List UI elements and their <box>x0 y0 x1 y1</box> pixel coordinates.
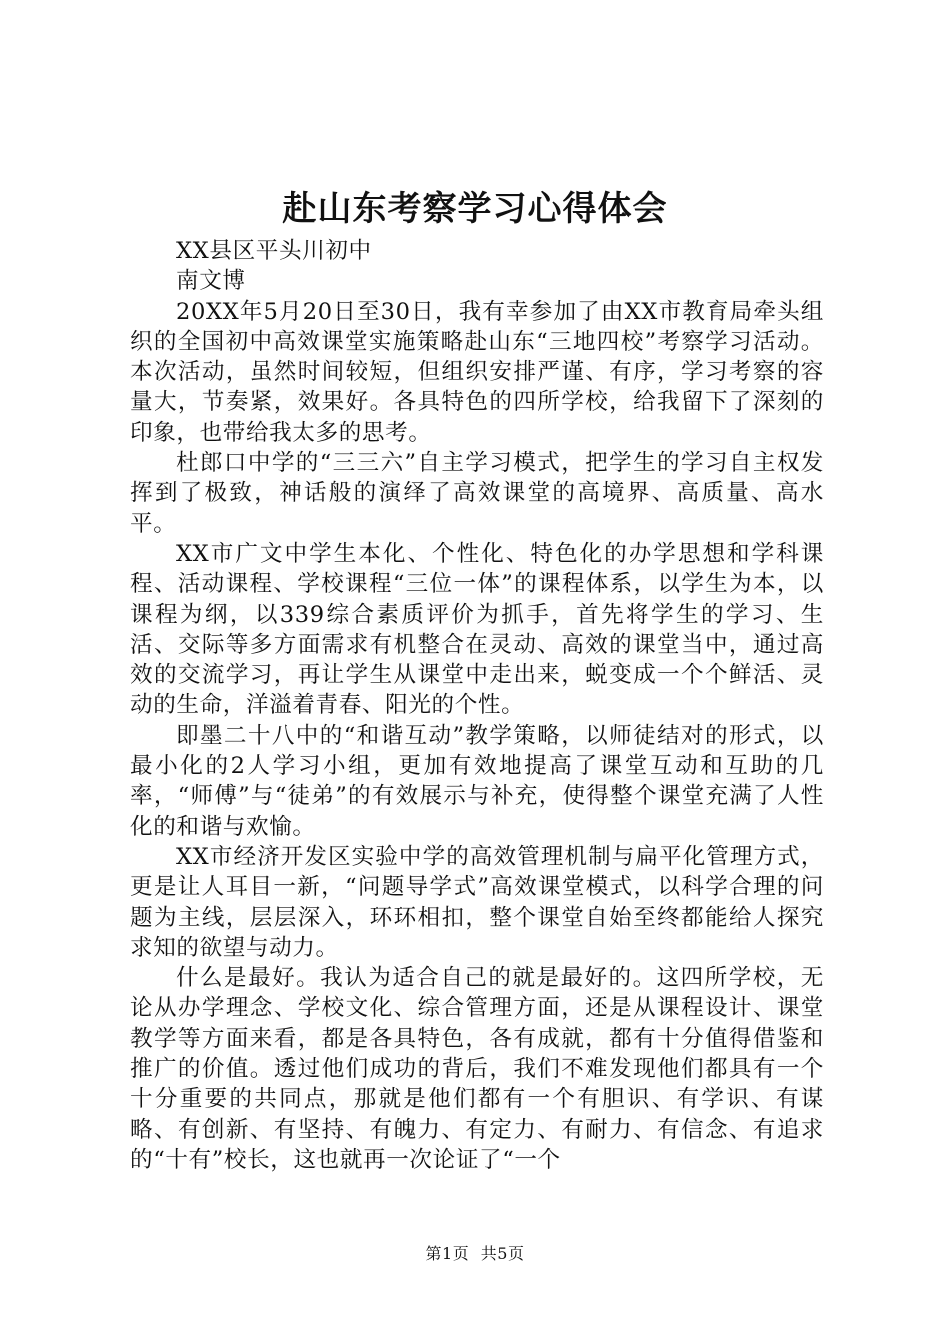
paragraph: 即墨二十八中的“和谐互动”教学策略，以师徒结对的形式，以最小化的2人学习小组，更加有效地提高了课堂互动和互助的几率，“师傅”与“徒弟”的有效展示与补充，使得整个课堂充满了人性化的和谐与欢愉。 <box>130 722 824 840</box>
page-number: 第1页 <box>425 1244 470 1263</box>
paragraph: 20XX年5月20日至30日，我有幸参加了由XX市教育局牵头组织的全国初中高效课堂实施策略赴山东“三地四校”考察学习活动。本次活动，虽然时间较短，但组织安排严谨、有序，学习考察的容量大，节奏紧，效果好。各具特色的四所学校，给我留下了深刻的印象，也带给我太多的思考。 <box>130 298 824 446</box>
school-name: XX县区平头川初中 <box>176 238 372 264</box>
document-title: 赴山东考察学习心得体会 <box>282 189 668 229</box>
page-footer <box>0 1243 950 1265</box>
paragraph: XX市广文中学生本化、个性化、特色化的办学思想和学科课程、活动课程、学校课程“三位一体”的课程体系，以学生为本，以课程为纲，以339综合素质评价为抓手，首先将学生的学习、生活、交际等多方面需求有机整合在灵动、高效的课堂当中，通过高效的交流学习，再让学生从课堂中走出来，蜕变成一个个鲜活、灵动的生命，洋溢着青春、阳光的个性。 <box>130 540 824 719</box>
document-body <box>130 236 824 1175</box>
paragraph: XX市经济开发区实验中学的高效管理机制与扁平化管理方式，更是让人耳目一新，“问题导学式”高效课堂模式，以科学合理的问题为主线，层层深入，环环相扣，整个课堂自始至终都能给人探究求知的欲望与动力。 <box>130 843 824 961</box>
author-name: 南文博 <box>176 268 246 295</box>
page-total: 共5页 <box>480 1244 525 1263</box>
paragraph: 杜郎口中学的“三三六”自主学习模式，把学生的学习自主权发挥到了极致，神话般的演绎了高效课堂的高境界、高质量、高水平。 <box>130 450 824 537</box>
paragraph: 什么是最好。我认为适合自己的就是最好的。这四所学校，无论从办学理念、学校文化、综合管理方面，还是从课程设计、课堂教学等方面来看，都是各具特色，各有成就，都有十分值得借鉴和推广的价值。透过他们成功的背后，我们不难发现他们都具有一个十分重要的共同点，那就是他们都有一个有胆识、有学识、有谋略、有创新、有坚持、有魄力、有定力、有耐力、有信念、有追求的“十有”校长，这也就再一次论证了“一个 <box>130 965 824 1173</box>
